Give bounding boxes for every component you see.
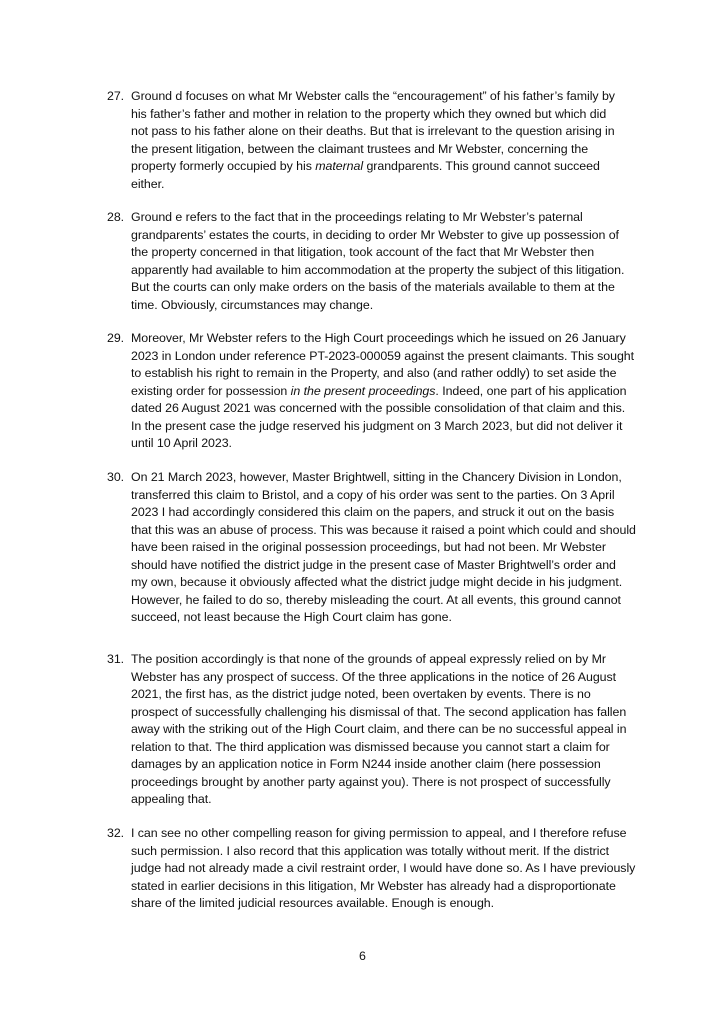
- paragraph-number: 31.: [107, 652, 125, 666]
- text-run: property formerly occupied by his: [131, 159, 316, 173]
- text-run: his father’s father and mother in relation to the property which they owned but which did: [131, 106, 607, 121]
- paragraph-number: 29.: [107, 331, 125, 345]
- text-line: [131, 348, 637, 366]
- text-line: [131, 227, 637, 245]
- text-run: have been raised in the original possession proceedings, but had not been. Mr Webster: [131, 540, 606, 554]
- text-line: [131, 365, 637, 383]
- text-run: . Indeed, one part of his application: [435, 383, 627, 398]
- text-line: [131, 860, 637, 878]
- text-line: [131, 469, 637, 487]
- text-line: [131, 400, 637, 418]
- text-run: dated 26 August 2021 was concerned with the possible consolidation of that claim and this.: [131, 401, 626, 415]
- text-run: 2023 I had accordingly considered this claim on the papers, and struck it out on the basis: [131, 505, 615, 519]
- text-line: [131, 756, 637, 774]
- text-line: [131, 504, 637, 522]
- text-line: [131, 522, 637, 540]
- text-run: judge had not already made a civil restraint order, I would have done so. As I have previously: [131, 861, 636, 875]
- text-line: [131, 539, 637, 557]
- paragraph-body: [131, 825, 637, 913]
- text-line: [131, 88, 637, 106]
- text-line: [131, 209, 637, 227]
- text-line: [131, 895, 637, 913]
- text-run: But the courts can only make orders on the basis of the materials available to them at the: [131, 280, 615, 294]
- text-line: [131, 609, 637, 627]
- text-line: [131, 297, 637, 315]
- page-number: 6: [359, 949, 366, 963]
- text-line: [131, 739, 637, 757]
- text-line: [131, 106, 637, 124]
- text-line: [131, 158, 637, 176]
- text-line: [131, 176, 637, 194]
- text-run: apparently had available to him accommodation at the property the subject of this litigation.: [131, 262, 625, 277]
- text-run: my own, because it obviously affected what the district judge might decide in his judgment.: [131, 575, 623, 589]
- paragraph-body: [131, 651, 637, 809]
- paragraph: [107, 825, 637, 913]
- text-line: [131, 574, 637, 592]
- italic-text-run: in the present proceedings: [290, 383, 436, 398]
- text-run: existing order for possession: [131, 383, 291, 398]
- text-run: the present litigation, between the claimant trustees and Mr Webster, concerning the: [131, 141, 589, 156]
- text-run: The position accordingly is that none of the grounds of appeal expressly relied on by Mr: [131, 652, 606, 666]
- paragraph: [107, 330, 637, 453]
- text-line: [131, 123, 637, 141]
- text-run: share of the limited judicial resources available. Enough is enough.: [131, 896, 495, 910]
- paragraph-number: 28.: [107, 210, 125, 224]
- paragraph-number: 30.: [107, 470, 125, 484]
- text-run: I can see no other compelling reason for giving permission to appeal, and I therefore refuse: [131, 826, 627, 840]
- text-run: relation to that. The third application was dismissed because you cannot start a claim for: [131, 739, 610, 754]
- text-line: [131, 669, 637, 687]
- text-run: transferred this claim to Bristol, and a copy of his order was sent to the parties. On 3 April: [131, 487, 615, 502]
- paragraph: [107, 651, 637, 809]
- text-run: prospect of successfully challenging his dismissal of that. The second application has fallen: [131, 704, 627, 719]
- text-run: appealing that.: [131, 792, 212, 806]
- text-run: grandparents. This ground cannot succeed: [363, 159, 600, 173]
- text-run: either.: [131, 176, 165, 191]
- text-run: grandparents’ estates the courts, in deciding to order Mr Webster to give up possession of: [131, 227, 619, 242]
- text-line: [131, 774, 637, 792]
- text-run: damages by an application notice in Form N244 inside another claim (here possession: [131, 757, 601, 771]
- text-run: 2023 in London under reference PT-2023-000059 against the present claimants. This sought: [131, 348, 635, 363]
- text-line: [131, 279, 637, 297]
- text-run: proceedings brought by another party against you). There is not prospect of successfully: [131, 774, 611, 789]
- text-line: [131, 262, 637, 280]
- text-line: [131, 592, 637, 610]
- paragraph-body: [131, 469, 637, 627]
- text-line: [131, 704, 637, 722]
- paragraph-number: 27.: [107, 89, 125, 103]
- text-line: [131, 244, 637, 262]
- paragraph-body: [131, 209, 637, 314]
- text-line: [131, 330, 637, 348]
- text-run: the property concerned in that litigation, took account of the fact that Mr Webster then: [131, 245, 595, 259]
- text-line: [131, 487, 637, 505]
- text-run: Ground d focuses on what Mr Webster calls the “encouragement” of his father’s family by: [131, 89, 615, 103]
- text-line: [131, 686, 637, 704]
- text-line: [131, 843, 637, 861]
- text-run: On 21 March 2023, however, Master Brightwell, sitting in the Chancery Division in London,: [131, 470, 622, 484]
- text-run: away with the striking out of the High Court claim, and there can be no successful appeal in: [131, 722, 627, 736]
- text-line: [131, 651, 637, 669]
- paragraph: [107, 209, 637, 314]
- paragraph-number: 32.: [107, 826, 125, 840]
- text-run: such permission. I also record that this application was totally without merit. If the district: [131, 843, 610, 858]
- paragraph: [107, 88, 637, 193]
- paragraph-body: [131, 330, 637, 453]
- paragraph: [107, 469, 637, 627]
- text-run: However, he failed to do so, thereby misleading the court. At all events, this ground cannot: [131, 592, 621, 607]
- text-line: [131, 878, 637, 896]
- text-run: that this was an abuse of process. This was because it raised a point which could and should: [131, 522, 636, 537]
- text-line: [131, 435, 637, 453]
- text-run: until 10 April 2023.: [131, 436, 232, 450]
- text-run: not pass to his father alone on their deaths. But that is irrelevant to the question arising in: [131, 124, 615, 138]
- text-run: 2021, the first has, as the district judge noted, been overtaken by events. There is no: [131, 687, 591, 701]
- text-run: Ground e refers to the fact that in the proceedings relating to Mr Webster’s paternal: [131, 210, 583, 224]
- text-line: [131, 721, 637, 739]
- text-run: should have notified the district judge in the present case of Master Brightwell’s order and: [131, 557, 616, 572]
- text-run: stated in earlier decisions in this litigation, Mr Webster has already had a disproportionate: [131, 878, 616, 893]
- text-line: [131, 418, 637, 436]
- text-line: [131, 791, 637, 809]
- paragraph-body: [131, 88, 637, 193]
- italic-text-run: maternal: [315, 159, 364, 173]
- text-line: [131, 557, 637, 575]
- text-run: succeed, not least because the High Court claim has gone.: [131, 610, 452, 624]
- text-run: In the present case the judge reserved his judgment on 3 March 2023, but did not deliver it: [131, 418, 623, 433]
- text-run: Webster has any prospect of success. Of the three applications in the notice of 26 August: [131, 669, 617, 684]
- text-line: [131, 825, 637, 843]
- text-run: Moreover, Mr Webster refers to the High Court proceedings which he issued on 26 January: [131, 331, 626, 345]
- text-line: [131, 383, 637, 401]
- text-run: time. Obviously, circumstances may change.: [131, 297, 374, 312]
- text-run: to establish his right to remain in the Property, and also (and rather oddly) to set aside the: [131, 366, 617, 380]
- text-line: [131, 141, 637, 159]
